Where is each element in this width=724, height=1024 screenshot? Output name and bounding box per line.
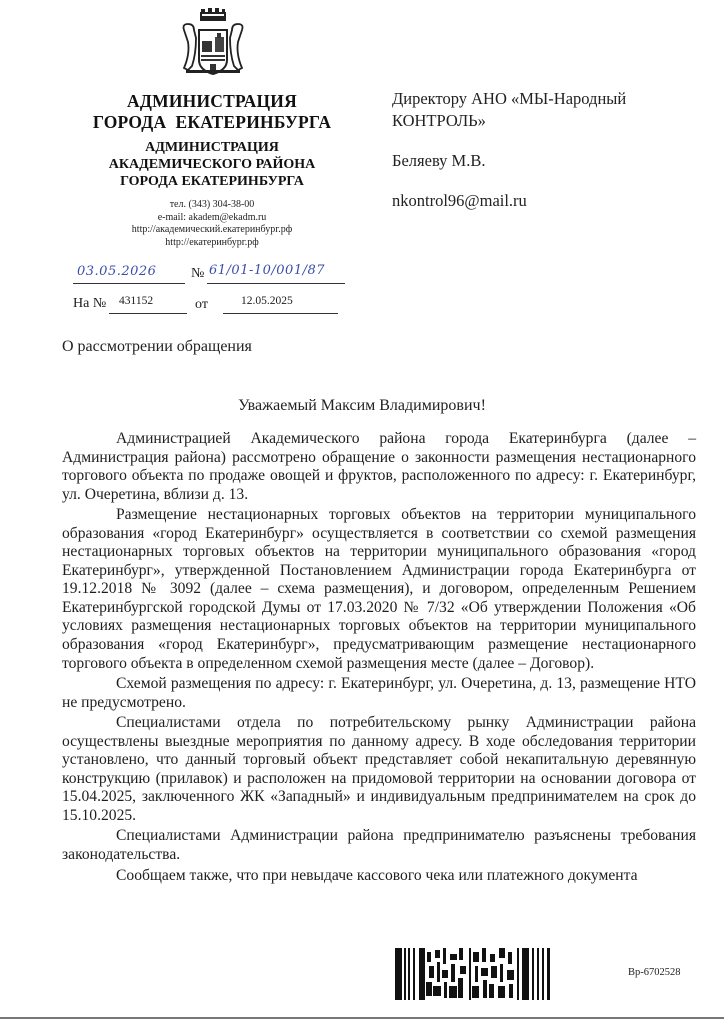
- reply-to-number: 431152: [119, 295, 154, 307]
- suborg-name-line1: АДМИНИСТРАЦИЯ: [145, 140, 279, 155]
- outgoing-date: 03.05.2026: [77, 264, 157, 279]
- org-name-line1: АДМИНИСТРАЦИЯ: [127, 91, 297, 111]
- number-label: №: [191, 266, 205, 281]
- website-link-city[interactable]: http://екатеринбург.рф: [165, 236, 259, 248]
- greeting: Уважаемый Максим Владимирович!: [238, 397, 486, 414]
- bottom-divider: [0, 1017, 724, 1019]
- reply-to-date: 12.05.2025: [241, 295, 293, 307]
- subject-line: О рассмотрении обращения: [62, 338, 252, 355]
- document-id: Вр-6702528: [628, 967, 681, 978]
- org-name-line2: ГОРОДА ЕКАТЕРИНБУРГА: [92, 112, 332, 132]
- recipient-position: [392, 88, 692, 132]
- outgoing-number: 61/01-10/001/87: [209, 263, 326, 278]
- suborg-name-line2: АКАДЕМИЧЕСКОГО РАЙОНА: [108, 157, 316, 172]
- registration-row-reply: [73, 293, 363, 317]
- org-name: [62, 91, 362, 133]
- suborg-name-line3: ГОРОДА ЕКАТЕРИНБУРГА: [120, 174, 304, 189]
- barcode-icon: [395, 948, 565, 1000]
- website-link-district[interactable]: http://академический.екатеринбург.рф: [131, 224, 293, 235]
- coat-of-arms-icon: [178, 8, 248, 84]
- email-link[interactable]: e-mail: akadem@ekadm.ru: [157, 211, 267, 223]
- paragraph: Схемой размещения по адресу: г. Екатеринбург, ул. Очеретина, д. 13, размещение НТО не предусмотрено.: [62, 675, 696, 711]
- phone: тел. (343) 304-38-00: [169, 199, 255, 210]
- reply-to-label: На №: [73, 296, 107, 311]
- recipient-email[interactable]: nkontrol96@mail.ru: [392, 191, 527, 210]
- paragraph: Размещение нестационарных торговых объектов на территории муниципального образования «город Екатеринбург» осуществляется в соответствии со схемой размещения нестационарных торговых объектов на территории муниципального образования «город Екатеринбург», утвержденной Постановлением Администрации города Екатеринбурга от 19.12.2018 № 3092 (далее – схема размещения), и договором, определенным Решением Екатеринбургской городской Думы от 17.03.2020 № 7/32 «Об утверждении Положения «Об условиях размещения нестационарных торговых объектов на территории муниципального образования «город Екатеринбург», предусматривающим размещение нестационарного торгового объекта в определенном схемой размещения месте (далее – Договор).: [62, 506, 696, 672]
- paragraph: Специалистами отдела по потребительскому рынку Администрации района осуществлены выездные мероприятия по данному адресу. В ходе обследования территории установлено, что данный торговый объект представляет собой некапитальную деревянную конструкцию (прилавок) и расположен на придомовой территории на основании договора от 15.04.2025, заключенного ЖК «Западный» и индивидуальным предпринимателем на срок до 15.10.2025.: [62, 714, 696, 824]
- registration-row-outgoing: [73, 262, 363, 286]
- paragraph: Специалистами Администрации района предпринимателю разъяснены требования законодательства.: [62, 827, 696, 864]
- from-label: от: [195, 297, 208, 312]
- recipient-block: [392, 88, 692, 232]
- letter-body: [62, 430, 696, 887]
- recipient-name: Беляеву М.В.: [392, 151, 486, 170]
- contacts-block: [62, 199, 362, 249]
- recipient-position-line1: Директору АНО «МЫ-Народный: [392, 89, 627, 108]
- paragraph: Сообщаем также, что при невыдаче кассового чека или платежного документа: [116, 866, 638, 884]
- recipient-position-line2: КОНТРОЛЬ»: [392, 111, 486, 130]
- paragraph: Администрацией Академического района города Екатеринбурга (далее – Администрация района) рассмотрено обращение о законности размещения нестационарного торгового объекта по продаже овощей и фруктов, расположенного по адресу: г. Екатеринбург, ул. Очеретина, вблизи д. 13.: [62, 430, 696, 503]
- suborg-name: [62, 139, 362, 190]
